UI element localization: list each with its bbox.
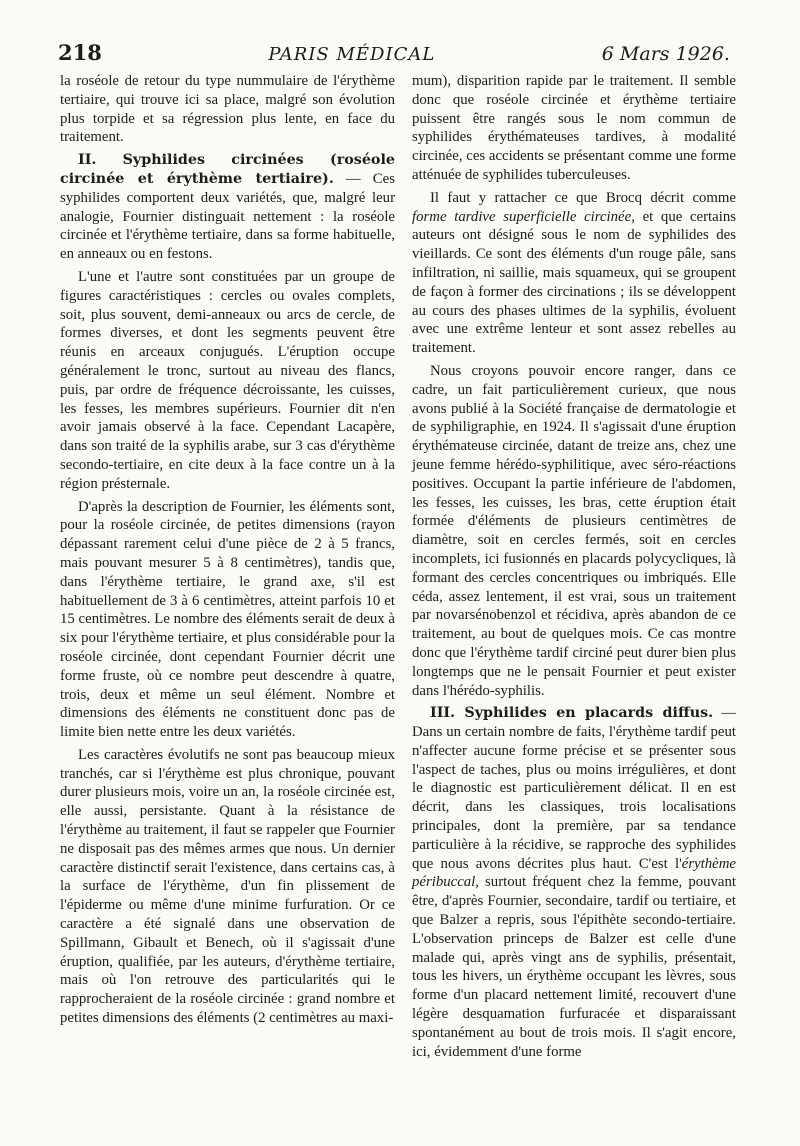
page-number: 218 (58, 40, 102, 65)
paragraph: D'après la description de Fournier, les éléments sont, pour la roséole circinée, de petites dimensions (rayon dépassant rarement celui d'une pièce de 2 à 5 francs, mais pouvant mesurer 5 à 8 centimètres), tandis que, dans l'érythème tertiaire, le grand axe, s'il est habituellement de 3 à 6 centimètres, atteint parfois 10 et 15 centimètres. Le nombre des éléments serait de deux à six pour l'érythème tertiaire, et plus considérable pour la roséole circinée, dont cependant Fournier décrit une forme fruste, où ce nombre peut descendre à quatre, trois, deux et même un seul élément. Nombre et dimensions des éléments ne constituent donc pas de limite bien nette entre les deux variétés. (60, 498, 395, 741)
page-header (58, 40, 730, 66)
text-run: , surtout fréquent chez la femme, pouvant être, d'après Fournier, secondaire, tardif ou tertiaire, et que Balzer a repris, sous l'épithète secondo-tertiaire. L'observation princeps de Balzer est celle d'une malade qui, après vingt ans de syphilis, présentait, tous les hivers, un érythème occupant les lèvres, sous forme d'un placard nettement limité, recouvert d'une légère desquamation furfuracée et disparaissant spontanément au bout de trois mois. Il s'agit encore, ici, évidemment d'une forme (412, 874, 736, 1060)
journal-title: PARIS MÉDICAL (268, 44, 436, 65)
left-column (60, 72, 395, 1032)
section-iii-paragraph (412, 704, 736, 1061)
paragraph: L'une et l'autre sont constituées par un groupe de figures caractéristiques : cercles ou ovales complets, soit, plus souvent, demi-anneaux ou arcs de cercle, de formes diverses, et dont les segments peuvent être réunis en arceaux conjugués. L'éruption occupe généralement le tronc, surtout au niveau des flancs, puis, par ordre de fréquence décroissante, les cuisses, les fesses, les membres supérieurs. Fournier dit n'en avoir jamais observé à la face. Cependant Lacapère, dans son traité de la syphilis arabe, sur 3 cas d'érythème secondo-tertiaire, en cite deux à la face contre un à la région présternale. (60, 268, 395, 492)
paragraph: la roséole de retour du type nummulaire de l'érythème tertiaire, qui trouve ici sa place, malgré son évolution plus torpide et sa régression plus lente, en face du traitement. (60, 73, 395, 146)
text-run: , et que certains auteurs ont désigné sous le nom de syphilides des vieillards. Ce sont des éléments d'un rouge pâle, sans infiltration, ni saillie, mais squameux, qui se groupent de façon à former des circinations ; ils se développent au cours des phases ultimes de la syphilis, évoluent avec une extrême lenteur et sont assez rebelles au traitement. (412, 208, 736, 357)
text-run: Il faut y rattacher ce que Brocq décrit comme (430, 189, 736, 206)
italic-term: forme tardive superficielle circinée (412, 208, 632, 225)
paragraph (412, 189, 736, 358)
right-column (412, 72, 736, 1065)
section-heading: III. Syphilides en placards diffus. (430, 705, 714, 722)
paragraph: mum), disparition rapide par le traitement. Il semble donc que roséole circinée et érythème tertiaire puissent être rangés sous le nom commun de syphilides érythémateuses tardives, à modalité circinée, ces accidents se présentant comme une forme atténuée de syphilides tuberculeuses. (412, 73, 736, 183)
text-run: — Dans un certain nombre de faits, l'érythème tardif peut n'affecter aucune forme précise et se présenter sous l'aspect de taches, plus ou moins irrégulières, et dont le diagnostic est particulièrement délicat. Il en est décrit, dans les classiques, trois localisations principales, dont la première, par sa tendance particulière à la récidive, se rapproche des syphilides que nous avons décrites plus haut. C'est l' (412, 705, 736, 872)
paragraph: Les caractères évolutifs ne sont pas beaucoup mieux tranchés, car si l'érythème est plus chronique, pouvant durer plusieurs mois, voire un an, la roséole circinée est, elle aussi, persistante. Quant à la résistance de l'érythème au traitement, il faut se rappeler que Fournier ne disposait pas des mêmes armes que nous. Un dernier caractère distinctif serait l'existence, dans certains cas, à la surface de l'érythème, d'un fin plissement de l'épiderme ou même d'une minime furfuration. Or ce caractère a été signalé dans une observation de Spillmann, Gibault et Benech, où il s'agissait d'une éruption, qualifiée, par les auteurs, d'érythème tertiaire, mais où l'on retrouve des particularités qui le rapprocheraient de la roséole circinée : grand nombre et petites dimensions des éléments (2 centimètres au maxi- (60, 746, 395, 1027)
section-heading: II. Syphilides circinées (roséole circinée et érythème tertiaire). (60, 152, 395, 187)
paragraph: Nous croyons pouvoir encore ranger, dans ce cadre, un fait particulièrement curieux, que nous avons publié à la Société française de dermatologie et de syphiligraphie, en 1924. Il s'agissait d'une éruption érythémateuse circinée, datant de treize ans, chez une jeune femme hérédo-syphilitique, avec séro-réactions positives. Occupant la partie inférieure de l'abdomen, les fesses, les cuisses, les bras, cette éruption était formée d'éléments de plusieurs centimètres de diamètre, soit en cercles fermés, soit en cercles incomplets, ici fusionnés en placards polycycliques, là formant des cercles concentriques ou imbriqués. Elle céda, assez lentement, il est vrai, sous un traitement par novarsénobenzol et récidiva, après abandon de ce traitement, au bout de quelques mois. Ce cas montre donc que l'érythème tardif circiné peut durer bien plus longtemps que ne le pensait Fournier et peut exister dans l'hérédo-syphilis. (412, 362, 736, 699)
section-text: — Ces syphilides comportent deux variétés, que, malgré leur analogie, Fournier distinguait nettement : la roséole circinée et l'érythème tertiaire, dans sa forme habituelle, en anneaux ou en festons. (60, 170, 395, 263)
issue-date: 6 Mars 1926. (601, 43, 730, 65)
section-ii-paragraph (60, 151, 395, 264)
italic-term: érythème péribuccal (412, 855, 736, 891)
